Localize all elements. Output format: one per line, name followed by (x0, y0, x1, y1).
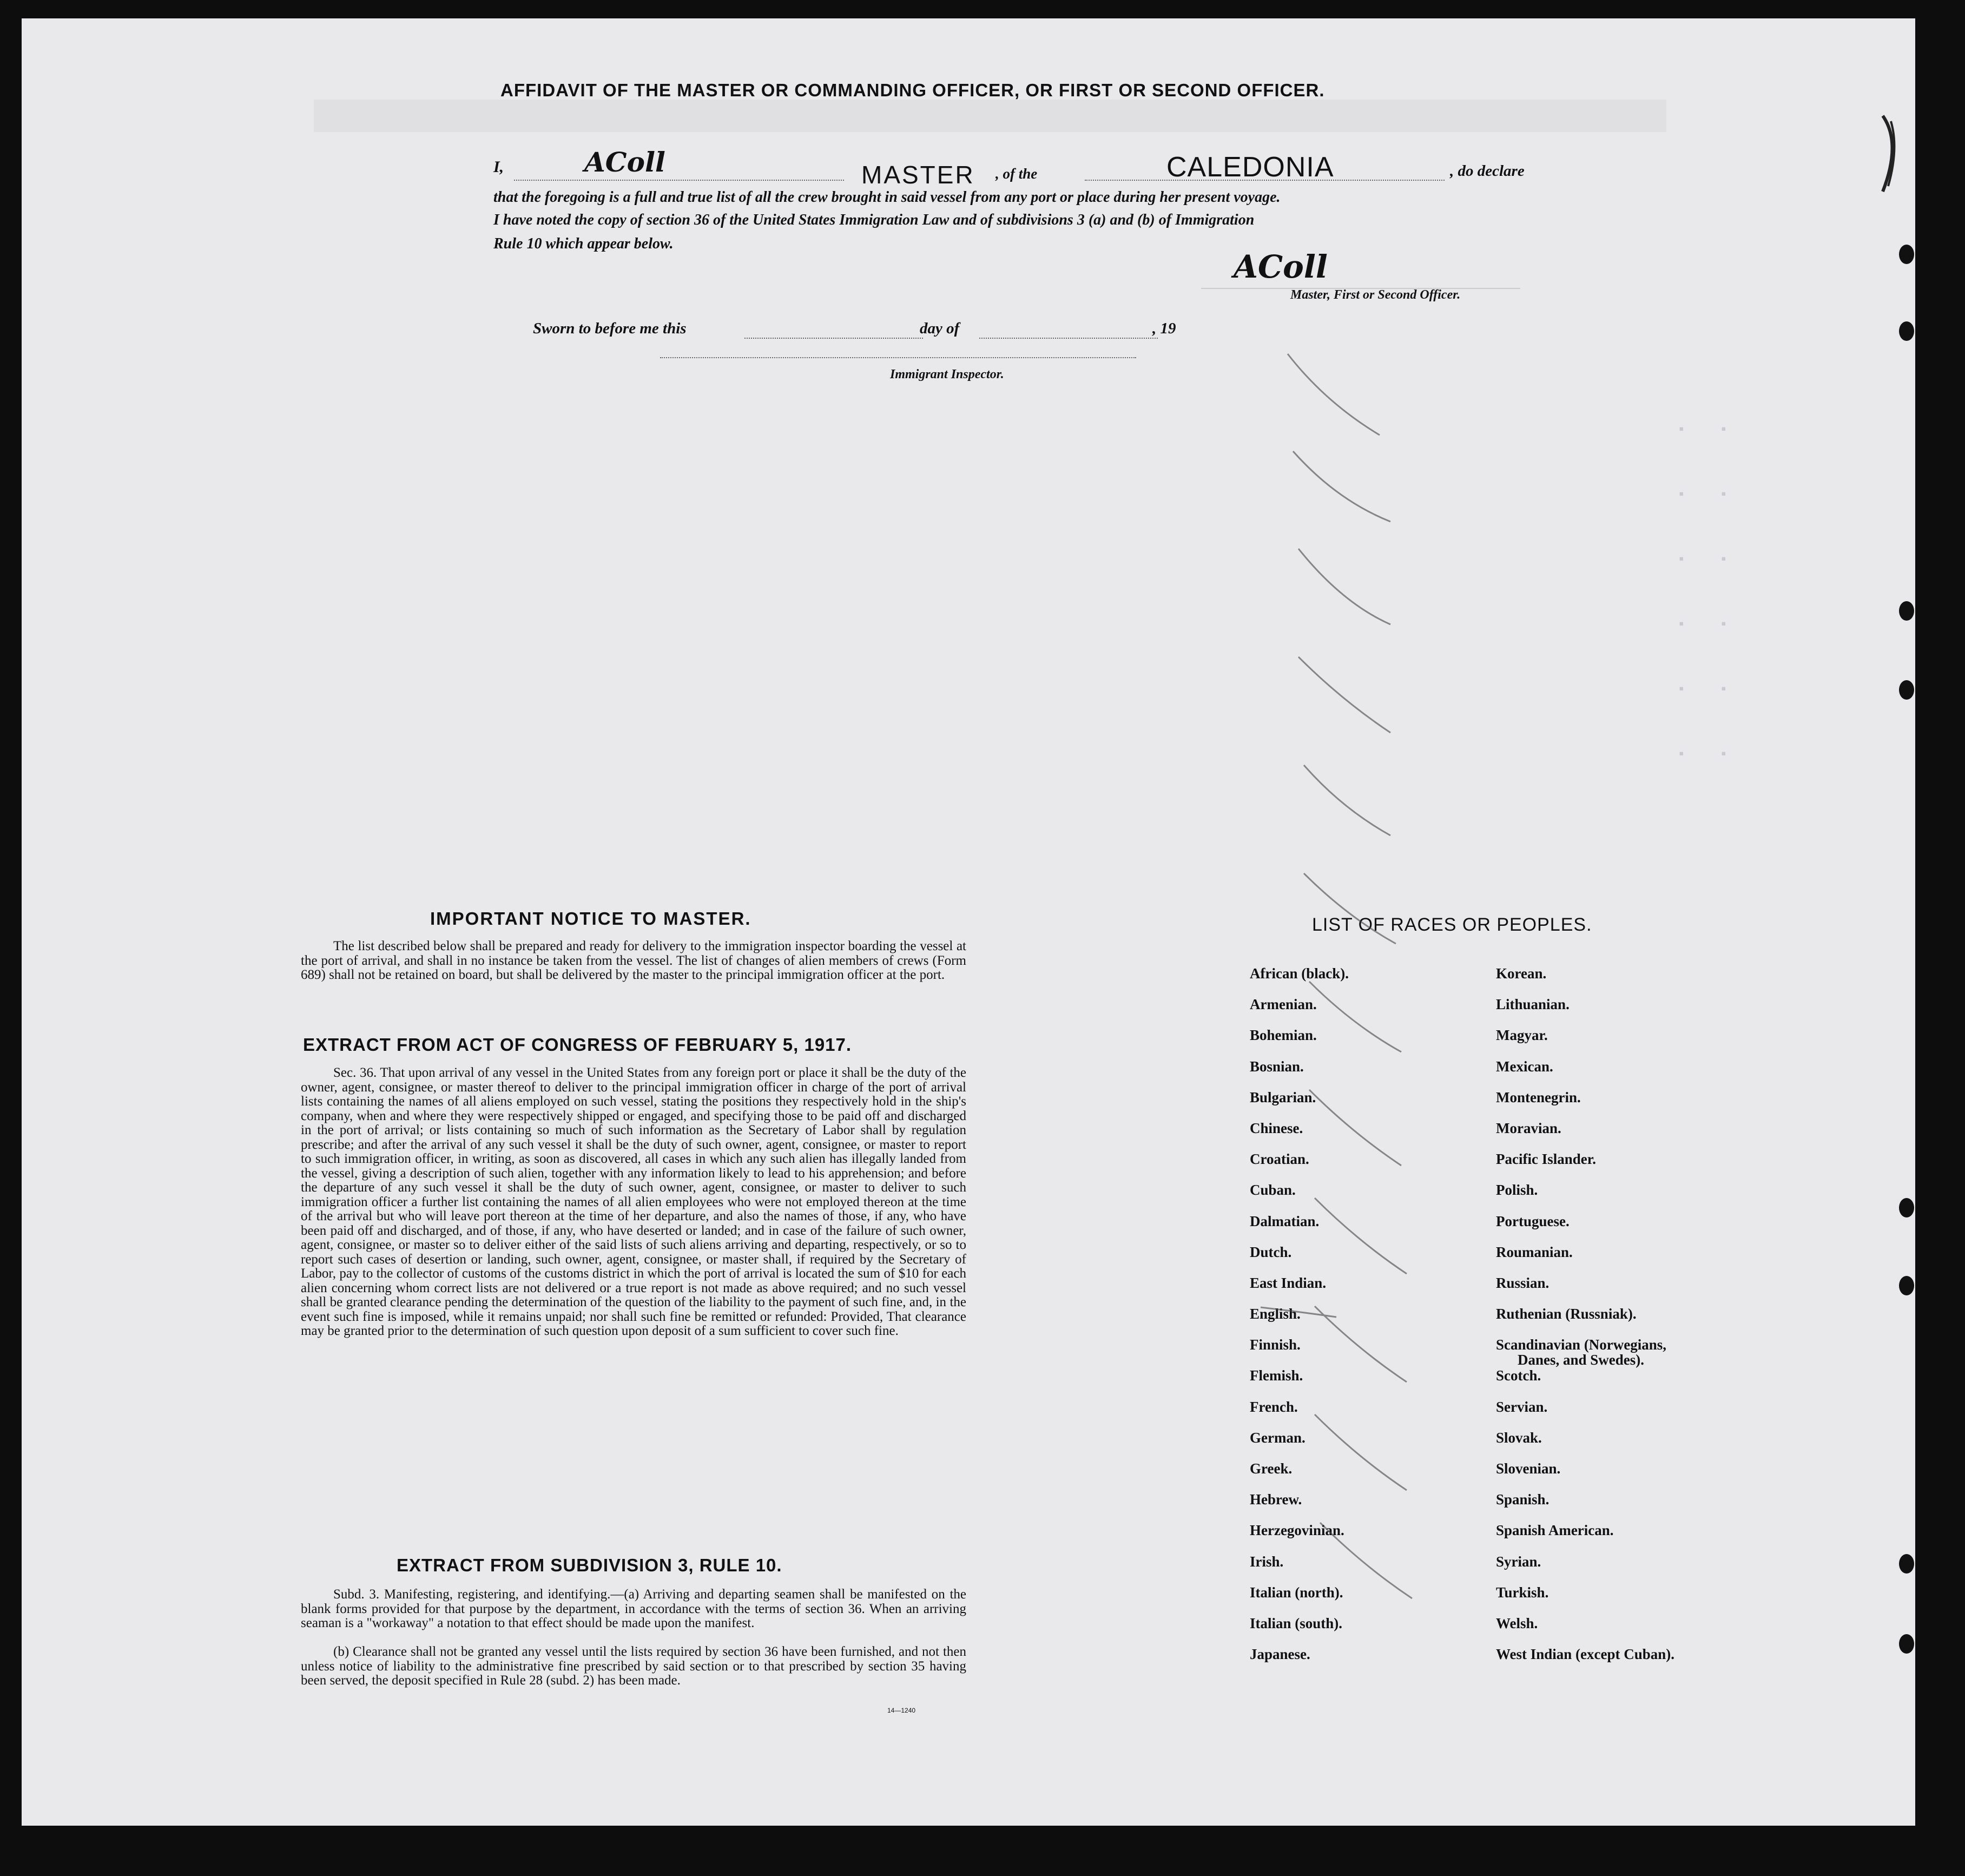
races-column-2 (1496, 958, 1674, 1670)
race-item: Chinese. (1250, 1120, 1303, 1136)
race-item: Polish. (1496, 1182, 1538, 1199)
race-item: Moravian. (1496, 1120, 1561, 1136)
race-item: Magyar. (1496, 1027, 1548, 1044)
race-item: Flemish. (1250, 1367, 1303, 1384)
bleed-through-header (314, 100, 1666, 132)
race-item: Syrian. (1496, 1553, 1541, 1570)
race-item: English. (1250, 1306, 1301, 1322)
race-item: Bohemian. (1250, 1027, 1317, 1044)
of-the-label: , of the (995, 166, 1038, 182)
race-item: Roumanian. (1496, 1243, 1573, 1260)
race-item: Russian. (1496, 1274, 1549, 1291)
extract-rule-title: EXTRACT FROM SUBDIVISION 3, RULE 10. (397, 1555, 782, 1575)
race-item: Italian (south). (1250, 1615, 1343, 1631)
affidavit-line-2: that the foregoing is a full and true list of all the crew brought in said vessel from any port or place during her present voyage. (493, 189, 1281, 206)
binder-hole (1899, 1554, 1914, 1574)
race-item: Bosnian. (1250, 1058, 1304, 1075)
vessel-name: CALEDONIA (1166, 152, 1334, 183)
race-item: French. (1250, 1398, 1298, 1415)
race-item: Montenegrin. (1496, 1089, 1581, 1105)
binder-hole (1899, 1198, 1914, 1217)
race-item: Herzegovinian. (1250, 1522, 1344, 1539)
extract-act-text: Sec. 36. That upon arrival of any vessel in the United States from any foreign port or place it shall be the duty of the owner, agent, consignee, or master thereof to deliver to the principal immigration officer in charge of the port of arrival lists containing the names of all aliens employed on such vessel, stating the positions they respectively hold in the ship's company, when and where they were respectively shipped or engaged, and specifying those to be paid off and discharged in the port of arrival; or lists containing so much of such information as the Secretary of Labor shall by regulation prescribe; and after the arrival of any such vessel it shall be the duty of such owner, agent, consignee, or master to report to such immigration officer, in writing, as soon as discovered, all cases in which any such alien has illegally landed from the vessel, giving a description of such alien, together with any information likely to lead to his apprehension; and before the departure of any such vessel it shall be the duty of such owner, agent, consignee, or master to deliver to such immigration officer a further list containing the names of all alien employees who were not employed thereon at the time of the arrival but who will leave port thereon at the time of her departure, and also the names of those, if any, who have been paid off and discharged, and of those, if any, who have deserted or landed; and in case of the failure of such owner, agent, consignee, or master so to deliver either of the said lists of such aliens arriving and departing, respectively, or so to report such cases of desertion or landing, such owner, agent, consignee, or master shall, if required by the Secretary of Labor, pay to the collector of customs of the customs district in which the port of arrival is located the sum of $10 for each alien concerning whom correct lists are not delivered or a true report is not made as above required; and no such vessel shall be granted clearance pending the determination of the question of the liability to the payment of such fine, and, in the event such fine is imposed, while it remains unpaid; nor shall such fine be remitted or refunded: Provided, That clearance may be granted prior to the determination of such question upon deposit of a sum sufficient to cover such fine. (301, 1065, 966, 1338)
race-item: West Indian (except Cuban). (1496, 1646, 1675, 1663)
master-label: MASTER (861, 161, 975, 189)
race-item: Welsh. (1496, 1615, 1538, 1631)
race-item: Spanish. (1496, 1491, 1549, 1508)
bleed-through-text: ▪ ▪ ▪ ▪ ▪ ▪ ▪ ▪ ▪ ▪ ▪ ▪ (1677, 422, 1728, 762)
race-item: Slovak. (1496, 1429, 1542, 1446)
race-item: Finnish. (1250, 1337, 1301, 1353)
margin-bracket-mark (1872, 110, 1904, 202)
pen-check-marks (1255, 321, 1461, 1707)
race-item: Irish. (1250, 1553, 1284, 1570)
inspector-line (660, 357, 1136, 358)
affidavit-line-3: I have noted the copy of section 36 of the United States Immigration Law and of subdivisions 3 (a) and (b) of Immigration (493, 212, 1255, 228)
extract-rule-text-b: (b) Clearance shall not be granted any vessel until the lists required by section 36 have been furnished, and not then unless notice of liability to the administrative fine prescribed by said section or to that prescribed by section 35 having been served, the deposit specified in Rule 28 (subd. 2) has been made. (301, 1644, 966, 1688)
signer-caption: Master, First or Second Officer. (1290, 288, 1461, 302)
race-item: Servian. (1496, 1398, 1548, 1415)
affidavit-line-4: Rule 10 which appear below. (493, 235, 674, 252)
race-item: Mexican. (1496, 1058, 1553, 1075)
sworn-month-line (979, 338, 1158, 339)
race-item: Scotch. (1496, 1367, 1541, 1384)
races-title: LIST OF RACES OR PEOPLES. (1312, 914, 1592, 935)
sworn-day-line (744, 338, 923, 339)
race-item: German. (1250, 1429, 1305, 1446)
binder-hole (1899, 601, 1914, 621)
name-field-line (514, 180, 844, 181)
vessel-field-line (1085, 180, 1445, 181)
day-of-label: day of (920, 320, 960, 337)
master-signature: AColl (1234, 248, 1328, 285)
binder-hole (1899, 1634, 1914, 1654)
binder-hole (1899, 245, 1914, 264)
sworn-label: Sworn to before me this (533, 320, 687, 337)
race-item: Bulgarian. (1250, 1089, 1316, 1105)
race-item: Dalmatian. (1250, 1213, 1320, 1229)
race-item-text: Scandinavian (Norwegians, (1496, 1337, 1667, 1353)
race-item: Pacific Islander. (1496, 1151, 1596, 1168)
race-item: Hebrew. (1250, 1491, 1302, 1508)
form-number: 14—1240 (887, 1707, 916, 1714)
race-item: African (black). (1250, 965, 1349, 982)
extract-rule-text-a: Subd. 3. Manifesting, registering, and identifying.—(a) Arriving and departing seamen shall be manifested on the blank forms provided for that purpose by the department, in accordance with the terms of section 36. When an arriving seaman is a "workaway" a notation to that effect should be made upon the manifest. (301, 1587, 966, 1630)
master-signature-inline: AColl (584, 146, 665, 178)
year-label: , 19 (1152, 320, 1176, 337)
binder-hole (1899, 680, 1914, 700)
binder-hole (1899, 1276, 1914, 1295)
race-item: Cuban. (1250, 1182, 1296, 1199)
race-item: Croatian. (1250, 1151, 1309, 1168)
race-item: Armenian. (1250, 996, 1317, 1013)
race-item: Korean. (1496, 965, 1547, 982)
race-item: Dutch. (1250, 1243, 1292, 1260)
binder-hole (1899, 321, 1914, 341)
race-item: Italian (north). (1250, 1584, 1343, 1601)
race-item (1496, 1329, 1674, 1368)
extract-act-title: EXTRACT FROM ACT OF CONGRESS OF FEBRUARY 5, 1917. (303, 1035, 852, 1055)
race-item: East Indian. (1250, 1274, 1327, 1291)
notice-title: IMPORTANT NOTICE TO MASTER. (430, 909, 751, 929)
manifest-page (22, 18, 1915, 1826)
race-item-continuation: Danes, and Swedes). (1518, 1352, 1645, 1368)
race-item: Ruthenian (Russniak). (1496, 1306, 1637, 1322)
race-item: Spanish American. (1496, 1522, 1614, 1539)
affidavit-title: AFFIDAVIT OF THE MASTER OR COMMANDING OFFICER, OR FIRST OR SECOND OFFICER. (500, 80, 1325, 100)
do-declare-label: , do declare (1450, 162, 1525, 180)
race-item: Lithuanian. (1496, 996, 1570, 1013)
race-item: Japanese. (1250, 1646, 1310, 1663)
race-item: Greek. (1250, 1460, 1293, 1477)
race-item: Slovenian. (1496, 1460, 1561, 1477)
race-item: Turkish. (1496, 1584, 1549, 1601)
race-item: Portuguese. (1496, 1213, 1570, 1229)
i-label: I, (493, 158, 504, 176)
inspector-caption: Immigrant Inspector. (890, 367, 1004, 381)
notice-text: The list described below shall be prepared and ready for delivery to the immigration inspector boarding the vessel at the port of arrival, and shall in no instance be taken from the vessel. The list of changes of alien members of crews (Form 689) shall not be retained on board, but shall be delivered by the master to the principal immigration officer at the port. (301, 939, 966, 982)
